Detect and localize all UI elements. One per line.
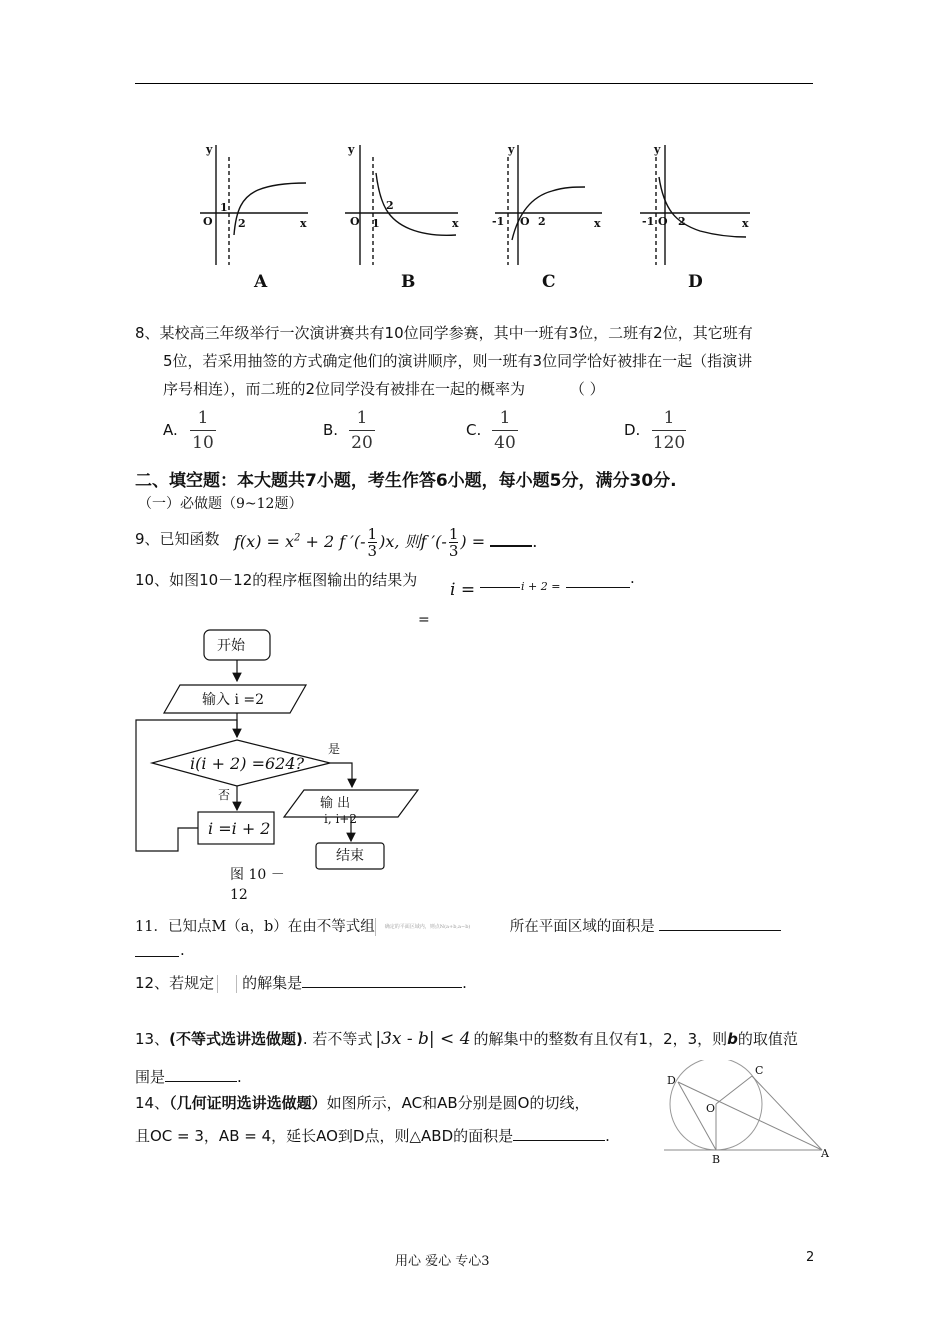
graph-a-y-label: y [206, 143, 213, 156]
flow-end-text: 结束 [336, 848, 364, 864]
q8-option-b-fraction [349, 408, 375, 453]
q8-option-c-fraction [492, 408, 518, 453]
graph-label-a: A [254, 272, 268, 292]
q9-formula [234, 526, 537, 559]
flow-yes-label: 是 [328, 742, 341, 756]
q14-line1 [135, 1092, 589, 1113]
q8-option-d-den: 120 [652, 433, 686, 453]
q8-option-d-label: D. [624, 421, 641, 439]
q14-circle-figure [660, 1060, 836, 1168]
q13-inequality: |3x - b| < 4 [375, 1029, 471, 1049]
q9-frac1 [368, 526, 378, 559]
q14-end: . [605, 1127, 610, 1145]
q9-frac2 [449, 526, 459, 559]
q13-prefix: 13、 [135, 1030, 170, 1048]
header-rule [135, 83, 813, 84]
graph-b-tick-1: 1 [372, 217, 380, 230]
graph-a-tick-2: 2 [238, 217, 246, 230]
q11-text: 11．已知点M（a，b）在由不等式组 [135, 919, 375, 935]
graph-d-y-label: y [654, 143, 661, 156]
q8-line1: 8、某校高三年级举行一次演讲赛共有10位同学参赛，其中一班有3位，二班有2位，其它班有 [135, 324, 753, 342]
q10-blank1[interactable] [480, 587, 520, 588]
graph-d-x-label: x [742, 217, 749, 230]
graph-label-c: C [542, 272, 556, 292]
q12-line [135, 972, 467, 995]
fraction-bar [492, 430, 518, 431]
graph-b-tick-2: 2 [386, 199, 394, 212]
graph-b-origin: O [350, 215, 360, 228]
q12-det-right-bar [236, 975, 237, 993]
q11-tiny-text: 确定的平面区域内，则点N(a+b,a−b) [384, 924, 471, 930]
section2-subtitle: （一）必做题（9~12题） [138, 496, 303, 512]
q11-line [135, 915, 781, 936]
graph-c-y-label: y [508, 143, 515, 156]
q12-det-left-bar [217, 975, 218, 993]
q13-text3: 的取值范 [737, 1030, 798, 1048]
function-graphs [190, 135, 760, 295]
q9-frac1-den: 3 [367, 542, 378, 560]
q8-line3-text: 序号相连），而二班的2位同学没有被排在一起的概率为 [163, 380, 526, 398]
q8-option-b-label: B. [323, 421, 339, 439]
fig-label-o: O [706, 1102, 716, 1115]
q10-i-plus-2: i + 2 = [521, 580, 561, 593]
flow-output-vars: i, i+2 [324, 812, 357, 826]
q14-line2-text: 且OC = 3，AB = 4，延长AO到D点，则△ABD的面积是 [135, 1127, 514, 1145]
q9-expr4: ) = [460, 532, 486, 551]
graph-a-tick-1: 1 [220, 201, 228, 214]
fig-label-c: C [755, 1064, 764, 1077]
fraction-bar [652, 430, 686, 431]
q12-determinant [214, 973, 242, 995]
q9-end: . [532, 532, 538, 551]
graph-c-tick-neg1: -1 [492, 215, 505, 228]
q13-line1 [135, 1028, 798, 1049]
fraction-bar [349, 430, 375, 431]
q8-line3 [163, 378, 605, 399]
flow-start-text: 开始 [217, 638, 245, 654]
q8-option-a-fraction [190, 408, 216, 453]
q8-option-b-den: 20 [351, 433, 373, 453]
q13-line2 [135, 1066, 242, 1087]
q11-brace [375, 918, 382, 936]
q13-end: . [237, 1068, 242, 1086]
graph-d-tick-neg1: -1 [642, 215, 655, 228]
q14-line2 [135, 1125, 610, 1146]
q8-option-d-fraction [652, 408, 686, 453]
fraction-bar [190, 430, 216, 431]
flowchart [130, 625, 430, 910]
q9-square: 2 [294, 532, 301, 544]
graph-label-d: D [688, 272, 703, 292]
graph-c-origin: O [520, 215, 530, 228]
q12-answer-blank[interactable] [302, 987, 462, 988]
q10-i-equals: i = [450, 580, 476, 600]
q10-stray-equals: = [418, 612, 430, 628]
footer-center: 用心 爱心 专心3 [395, 1254, 490, 1269]
flow-input-text: 输入 i =2 [202, 692, 265, 708]
q9-frac2-num: 1 [448, 525, 459, 543]
q8-option-c-label: C. [466, 421, 482, 439]
q10-blank2[interactable] [566, 587, 630, 588]
graph-b-x-label: x [452, 217, 459, 230]
q14-answer-blank[interactable] [513, 1140, 605, 1141]
q9-expr3: )x, 则f ′(- [379, 532, 447, 551]
q13-tag: (不等式选讲选做题) [169, 1030, 303, 1048]
q14-tag: （几何证明选讲选做题） [169, 1094, 327, 1112]
flow-condition-text: i(i + 2) =624? [190, 754, 305, 773]
q9-answer-blank[interactable] [490, 545, 532, 547]
graph-a-origin: O [203, 215, 213, 228]
q9-expr2: + 2 f ′(- [300, 532, 366, 551]
q11-blank-cont[interactable] [135, 956, 179, 957]
flow-caption-line1: 图 10 － [230, 867, 285, 883]
q13-text1: . 若不等式 [302, 1030, 373, 1048]
q13-line2-text: 围是 [135, 1068, 166, 1086]
q8-option-a-den: 10 [192, 433, 214, 453]
q12-prefix: 12、若规定 [135, 974, 215, 992]
q13-b: b [727, 1030, 738, 1048]
graph-label-b: B [401, 272, 416, 292]
fig-label-d: D [667, 1074, 676, 1087]
graph-c-tick-2: 2 [538, 215, 546, 228]
q10-prefix: 10、如图10－12的程序框图输出的结果为 [135, 571, 418, 589]
q9-frac1-num: 1 [367, 525, 378, 543]
q8-option-b-num: 1 [356, 408, 368, 428]
graph-d-tick-2: 2 [678, 215, 686, 228]
q13-text2: 的解集中的整数有且仅有1，2，3，则 [473, 1030, 728, 1048]
q13-answer-blank[interactable] [165, 1081, 237, 1082]
flow-output-text: 输 出 [320, 796, 351, 811]
graph-d-origin: O [658, 215, 668, 228]
flow-update-text: i =i + 2 [208, 819, 271, 838]
q14-text1: 如图所示，AC和AB分别是圆O的切线， [326, 1094, 590, 1112]
flow-caption-line2: 12 [230, 887, 248, 903]
q12-text: 的解集是 [242, 974, 303, 992]
q8-option-c-num: 1 [499, 408, 511, 428]
graph-a-x-label: x [300, 217, 307, 230]
q14-prefix: 14、 [135, 1094, 170, 1112]
graph-b-y-label: y [348, 143, 355, 156]
q8-option-d-num: 1 [663, 408, 675, 428]
fig-label-b: B [712, 1153, 721, 1166]
q9-prefix: 9、已知函数 [135, 530, 220, 548]
q11-end: . [180, 941, 185, 959]
fig-label-a: A [821, 1147, 829, 1160]
page-number: 2 [806, 1250, 815, 1265]
q10-end: . [630, 569, 635, 587]
q11-inequality-system [375, 918, 510, 936]
section2-title: 二、填空题：本大题共7小题，考生作答6小题，每小题5分，满分30分. [135, 471, 677, 491]
q8-answer-paren: （ ） [569, 380, 605, 398]
q8-line2: 5位，若采用抽签的方式确定他们的演讲顺序，则一班有3位同学恰好被排在一起（指演讲 [163, 352, 753, 370]
flow-no-label: 否 [218, 788, 231, 802]
q8-option-a-num: 1 [197, 408, 209, 428]
q12-end: . [462, 974, 467, 992]
q9-frac2-den: 3 [448, 542, 459, 560]
q11-answer-blank[interactable] [659, 930, 781, 931]
q8-option-a-label: A. [163, 421, 178, 439]
q8-option-c-den: 40 [494, 433, 516, 453]
graph-c-x-label: x [594, 217, 601, 230]
q11-text2: 所在平面区域的面积是 [509, 919, 655, 935]
q9-expr1: f(x) = x [234, 532, 295, 551]
